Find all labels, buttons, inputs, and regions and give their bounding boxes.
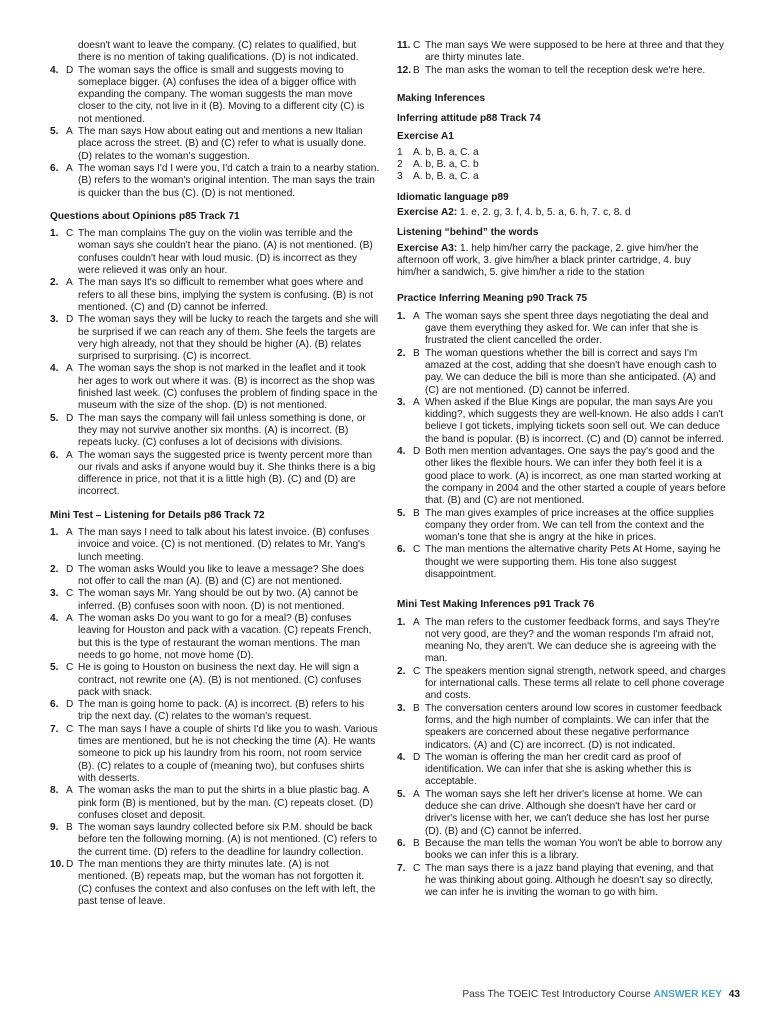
answer-explanation: The man says We were supposed to be here at three and that they are thirty minutes late. <box>425 40 724 64</box>
page-number: 43 <box>728 989 740 1000</box>
answer-item <box>397 40 727 65</box>
item-number: 1. <box>397 616 406 628</box>
answer-letter: B <box>413 702 420 714</box>
footer-answer-key: ANSWER KEY <box>653 989 722 1000</box>
answer-item <box>397 666 727 703</box>
answer-item <box>50 613 380 662</box>
answer-explanation: Because the man tells the woman You won't be able to borrow any books we can infer this is a library. <box>425 837 723 862</box>
answer-letter: D <box>413 751 421 763</box>
answer-letter: A <box>413 616 420 628</box>
item-number: 9. <box>50 822 59 834</box>
answer-item <box>397 863 727 900</box>
answer-item <box>397 159 727 171</box>
item-number: 1. <box>50 526 59 538</box>
answer-item <box>50 564 380 589</box>
item-number: 11. <box>397 40 411 51</box>
answer-explanation: The woman asks Do you want to go for a meal? (B) confuses leaving for Houston and pack with a vacation. (C) repeats French, but this is the type of restaurant the woman mentions. The man needs to go home, not move home (D). <box>78 613 372 661</box>
answer-explanation: The man mentions they are thirty minutes late. (A) is not mentioned. (B) repeats map, but the woman has not forgotten it. (C) confuses the context and also confuses on the left with left, the past tense of leave. <box>78 859 376 907</box>
answer-explanation: The man refers to the customer feedback forms, and says They're not very good, are they? and the woman responds I'm afraid not, meaning No, they aren't. We can deduce she is agreeing with the man. <box>425 616 720 665</box>
answer-explanation: Both men mention advantages. One says the pay's good and the other likes the flexible hours. We can infer they both feel it is a good place to work. (A) is incorrect, as one man started working at the company in 2004 and the other started a couple of years before that. (B) and (C) are not mentioned. <box>425 446 726 507</box>
item-number: 4. <box>50 64 59 76</box>
answer-explanation: A. b, B. a, C. a <box>413 146 479 158</box>
answer-letter: B <box>413 507 420 519</box>
answer-explanation: The conversation centers around low scores in customer feedback forms, and the high number of complaints. We can infer that the speakers are concerned about these negative performance indicators. (A) and (C) are incorrect. (D) is not indicated. <box>425 702 722 751</box>
answer-explanation: The man says How about eating out and mentions a new Italian place across the street. (B) and (C) refer to what is usually done. (D) relates to the woman's suggestion. <box>78 126 367 162</box>
section-heading-opinions: Questions about Opinions p85 Track 71 <box>50 210 240 222</box>
answer-explanation: The man complains The guy on the violin was terrible and the woman says she couldn't hear the piano. (A) is not mentioned. (B) confuses couldn't hear with loud music. (D) is incorrect as they were relieved it was only an hour. <box>78 228 373 277</box>
item-number: 2. <box>50 563 59 575</box>
answer-letter: A <box>66 162 73 174</box>
exercise-a2-label: Exercise A2: <box>397 206 458 218</box>
item-number: 6. <box>50 162 59 174</box>
item-number: 5. <box>50 662 59 674</box>
right-column <box>397 40 727 899</box>
item-number: 6. <box>397 837 406 849</box>
answer-explanation: The man says I have a couple of shirts I'd like you to wash. Various times are mentioned, but he is not checking the time (A). He wants someone to pick up his laundry from his room, not room service (B). (C) relates to a couple of (meaning two), but confuses shirts with desserts. <box>78 723 378 784</box>
exercise-a1-list <box>397 147 727 184</box>
answer-list-practice-inferring <box>397 311 727 582</box>
answer-explanation: The woman is offering the man her credit card as proof of identification. We can infer that she is asking whether this is acceptable. <box>425 751 692 788</box>
answer-explanation: The man says there is a jazz band playing that evening, and that he was thinking about going. Although he doesn't say so directly, we can infer he is inviting the woman to go with him. <box>425 862 714 899</box>
answer-item <box>50 699 380 724</box>
item-number: 2. <box>50 277 59 289</box>
answer-item <box>397 397 727 446</box>
subheading-exercise-a1: Exercise A1 <box>397 131 454 143</box>
item-number: 2. <box>397 665 406 677</box>
item-number: 1. <box>50 228 59 240</box>
page-footer <box>440 989 740 1000</box>
item-number: 4. <box>397 446 406 458</box>
section-heading-listening-details: Mini Test – Listening for Details p86 Track 72 <box>50 509 265 521</box>
answer-explanation: The man is going home to pack. (A) is incorrect. (B) refers to his trip the next day. (C) relates to the woman's request. <box>78 699 365 723</box>
answer-letter: D <box>413 446 421 458</box>
answer-item <box>50 277 380 314</box>
answer-item <box>50 822 380 859</box>
answer-item <box>50 126 380 163</box>
answer-explanation: The woman says Mr. Yang should be out by two. (A) cannot be inferred. (B) confuses soon with noon. (D) is not mentioned. <box>78 588 359 612</box>
subheading-inferring-attitude: Inferring attitude p88 Track 74 <box>397 113 541 125</box>
answer-letter: C <box>413 862 421 874</box>
answer-letter: A <box>66 526 73 538</box>
item-number: 2 <box>397 159 403 171</box>
exercise-a3-label: Exercise A3: <box>397 242 458 254</box>
answer-letter: A <box>66 449 73 461</box>
answer-explanation: The man gives examples of price increases at the office supplies company they order from. We can tell from the context and the woman's tone that she is angry at the hike in prices. <box>425 507 714 544</box>
item-number: 5. <box>397 507 406 519</box>
answer-item <box>50 413 380 450</box>
item-number: 3. <box>50 588 59 600</box>
answer-item <box>397 838 727 863</box>
answer-explanation: The woman says the shop is not marked in the leaflet and it took her ages to work out where it was. (B) is incorrect as the shop was finished last week. (C) confuses the problem of finding space in the museum with the size of the shop. (D) is not mentioned. <box>78 363 378 412</box>
footer-title: Pass The TOEIC Test Introductory Course <box>462 989 651 1000</box>
answer-letter: D <box>66 859 74 870</box>
continuation-text: doesn't want to leave the company. (C) relates to qualified, but there is no mention of taking qualifications. (D) is not indicated. <box>78 40 359 64</box>
subheading-idiomatic: Idiomatic language p89 <box>397 191 509 203</box>
item-number: 7. <box>397 862 406 874</box>
item-number: 4. <box>50 363 59 375</box>
answer-explanation: A. b, B. a, C. a <box>413 171 479 183</box>
answer-letter: C <box>413 40 421 51</box>
answer-item <box>50 662 380 699</box>
answer-item <box>50 163 380 200</box>
answer-explanation: The man says It's so difficult to remember what goes where and refers to all these bins, implying the system is confusing. (B) is not mentioned. (C) and (D) cannot be inferred. <box>78 277 374 313</box>
item-number: 10. <box>50 859 65 870</box>
exercise-a2-text: 1. e, 2. g, 3. f, 4. b, 5. a, 6. h, 7. c, 8. d <box>460 206 631 218</box>
item-number: 3. <box>397 396 406 408</box>
answer-explanation: The woman says she left her driver's license at home. We can deduce she can drive. Although she doesn't have her card or driver's license with her, we can't deduce she has lost her purse (D). (B) and (C) cannot be inferred. <box>425 788 710 837</box>
section-heading-making-inferences: Making Inferences <box>397 92 486 104</box>
answer-explanation: He is going to Houston on business the next day. He will sign a contract, not rewrite one (A). (B) is not mentioned. (C) confuses pack with snack. <box>78 662 362 698</box>
answer-list-mini-test-inferences <box>397 617 727 900</box>
item-number: 8. <box>50 785 59 797</box>
answer-item <box>397 703 727 752</box>
answer-explanation: The woman questions whether the bill is correct and says I'm amazed at the cost, adding that she doesn't have enough cash to pay. We can deduce the bill is more than she anticipated. (A) and (C) are not mentioned. (D) cannot be inferred. <box>425 347 717 396</box>
answer-item <box>50 314 380 363</box>
answer-letter: C <box>66 588 74 600</box>
answer-letter: A <box>66 613 73 625</box>
answer-explanation: The woman asks Would you like to leave a message? She does not offer to call the man (A). (B) and (C) are not mentioned. <box>78 563 364 588</box>
answer-list-listening-details <box>50 527 380 908</box>
item-number: 1 <box>397 146 403 158</box>
answer-item <box>397 171 727 183</box>
item-number: 12. <box>397 64 412 76</box>
section-heading-practice-inferring: Practice Inferring Meaning p90 Track 75 <box>397 293 588 305</box>
answer-item <box>397 617 727 666</box>
answer-letter: B <box>413 347 420 359</box>
section-heading-mini-test-inferences: Mini Test Making Inferences p91 Track 76 <box>397 599 595 611</box>
item-number: 3. <box>50 314 59 326</box>
answer-item <box>50 450 380 499</box>
answer-letter: A <box>413 310 420 322</box>
answer-explanation: The woman says they will be lucky to reach the targets and she will be surprised if we can reach any of them. She feels the targets are very high already, not that they should be higher (A). (B) relates surprised to surprising. (C) is incorrect. <box>78 314 379 363</box>
answer-list-opinions-prev <box>50 65 380 200</box>
answer-item <box>50 588 380 613</box>
answer-item <box>397 446 727 507</box>
answer-explanation: The woman says she spent three days negotiating the deal and gave them everything they asked for. We can infer that she is frustrated the client cancelled the order. <box>425 310 709 347</box>
answer-item <box>397 147 727 159</box>
answer-item <box>50 363 380 412</box>
answer-item <box>50 527 380 564</box>
answer-letter: D <box>66 563 74 575</box>
item-number: 6. <box>397 544 406 556</box>
answer-explanation: The man says the company will fail unless something is done, or they may not survive another six months. (A) is incorrect. (B) repeats lucky. (C) confuses a lot of decisions with divisions. <box>78 412 366 449</box>
exercise-a3 <box>397 243 727 280</box>
item-number: 4. <box>50 613 59 625</box>
answer-letter: D <box>66 314 74 326</box>
answer-explanation: The man asks the woman to tell the reception desk we're here. <box>425 64 706 76</box>
answer-letter: A <box>66 785 73 797</box>
exercise-a3-text: 1. help him/her carry the package, 2. give him/her the afternoon off work, 3. give him/her a black printer cartridge, 4. buy him/her a sandwich, 5. give him/her a ride to the station <box>397 242 699 279</box>
answer-item <box>397 544 727 581</box>
item-number: 3 <box>397 171 403 183</box>
answer-letter: C <box>66 662 74 674</box>
item-number: 1. <box>397 310 406 322</box>
answer-letter: D <box>66 64 74 76</box>
answer-explanation: The woman says the suggested price is twenty percent more than our rivals and asks if anyone would buy it. She thinks there is a big difference in price, not that it is a little high (B). (C) and (D) are incorrect. <box>78 449 376 498</box>
answer-letter: A <box>413 396 420 408</box>
answer-explanation: The woman says the office is small and suggests moving to someplace bigger. (A) confuses the idea of a bigger office with expanding the company. The woman suggests the man move closer to the city, not live in it (B). Moving to a different city (C) is not mentioned. <box>78 64 365 125</box>
answer-letter: A <box>66 363 73 375</box>
subheading-behind-words: Listening “behind” the words <box>397 227 539 239</box>
answer-letter: A <box>66 277 73 289</box>
answer-explanation: A. b, B. a, C. b <box>413 159 479 171</box>
answer-item <box>50 65 380 126</box>
answer-letter: B <box>66 822 73 834</box>
answer-explanation: When asked if the Blue Kings are popular, the man says Are you kidding?, which suggests they are well-known. He also adds I can't believe I got tickets, implying tickets soon sell out. We can deduce the band is popular. (B) is incorrect. (C) and (D) cannot be inferred. <box>425 396 725 445</box>
answer-explanation: The woman asks the man to put the shirts in a blue plastic bag. A pink form (B) is mentioned, but by the man. (C) repeats closet. (D) confuses closet and deposit. <box>78 785 374 821</box>
answer-list-details-cont <box>397 40 727 77</box>
item-number: 7. <box>50 723 59 735</box>
answer-item <box>50 228 380 277</box>
item-number: 2. <box>397 347 406 359</box>
answer-item <box>397 752 727 789</box>
answer-letter: C <box>66 723 74 735</box>
left-column <box>50 40 380 908</box>
answer-letter: A <box>66 126 73 138</box>
answer-letter: B <box>413 837 420 849</box>
answer-letter: C <box>413 665 421 677</box>
answer-letter: A <box>413 788 420 800</box>
item-number: 4. <box>397 751 406 763</box>
answer-item <box>397 508 727 545</box>
answer-item <box>50 724 380 785</box>
answer-item <box>50 785 380 822</box>
answer-explanation: The man says I need to talk about his latest invoice. (B) confuses invoice and voice. (C) is not mentioned. (D) relates to Mr. Yang's lunch meeting. <box>78 526 370 563</box>
item-number: 5. <box>397 788 406 800</box>
answer-letter: D <box>66 699 74 711</box>
answer-list-opinions <box>50 228 380 499</box>
answer-letter: C <box>413 544 421 556</box>
item-number: 6. <box>50 449 59 461</box>
answer-explanation: The speakers mention signal strength, network speed, and charges for international calls. These terms all relate to cell phone coverage and costs. <box>425 665 726 702</box>
answer-letter: D <box>66 412 74 424</box>
answer-letter: B <box>413 64 420 76</box>
item-number: 6. <box>50 699 59 711</box>
item-number: 3. <box>397 702 406 714</box>
answer-item <box>397 348 727 397</box>
answer-item <box>397 789 727 838</box>
answer-explanation: The woman says laundry collected before six P.M. should be back before ten the following morning. (A) is not mentioned. (C) refers to the current time. (D) refers to the deadline for laundry collection. <box>78 822 378 858</box>
answer-item <box>397 65 727 77</box>
item-number: 5. <box>50 126 59 138</box>
answer-item <box>50 859 380 908</box>
item-number: 5. <box>50 412 59 424</box>
answer-explanation: The woman says I'd I were you, I'd catch a train to a nearby station. (B) refers to the woman's original intention. The man says the train is quicker than the bus (C). (D) is not mentioned. <box>78 162 380 199</box>
answer-letter: C <box>66 228 74 240</box>
answer-item <box>397 311 727 348</box>
exercise-a2 <box>397 207 727 219</box>
answer-explanation: The man mentions the alternative charity Pets At Home, saying he thought we were supporting them. His tone also suggest disappointment. <box>425 544 721 580</box>
